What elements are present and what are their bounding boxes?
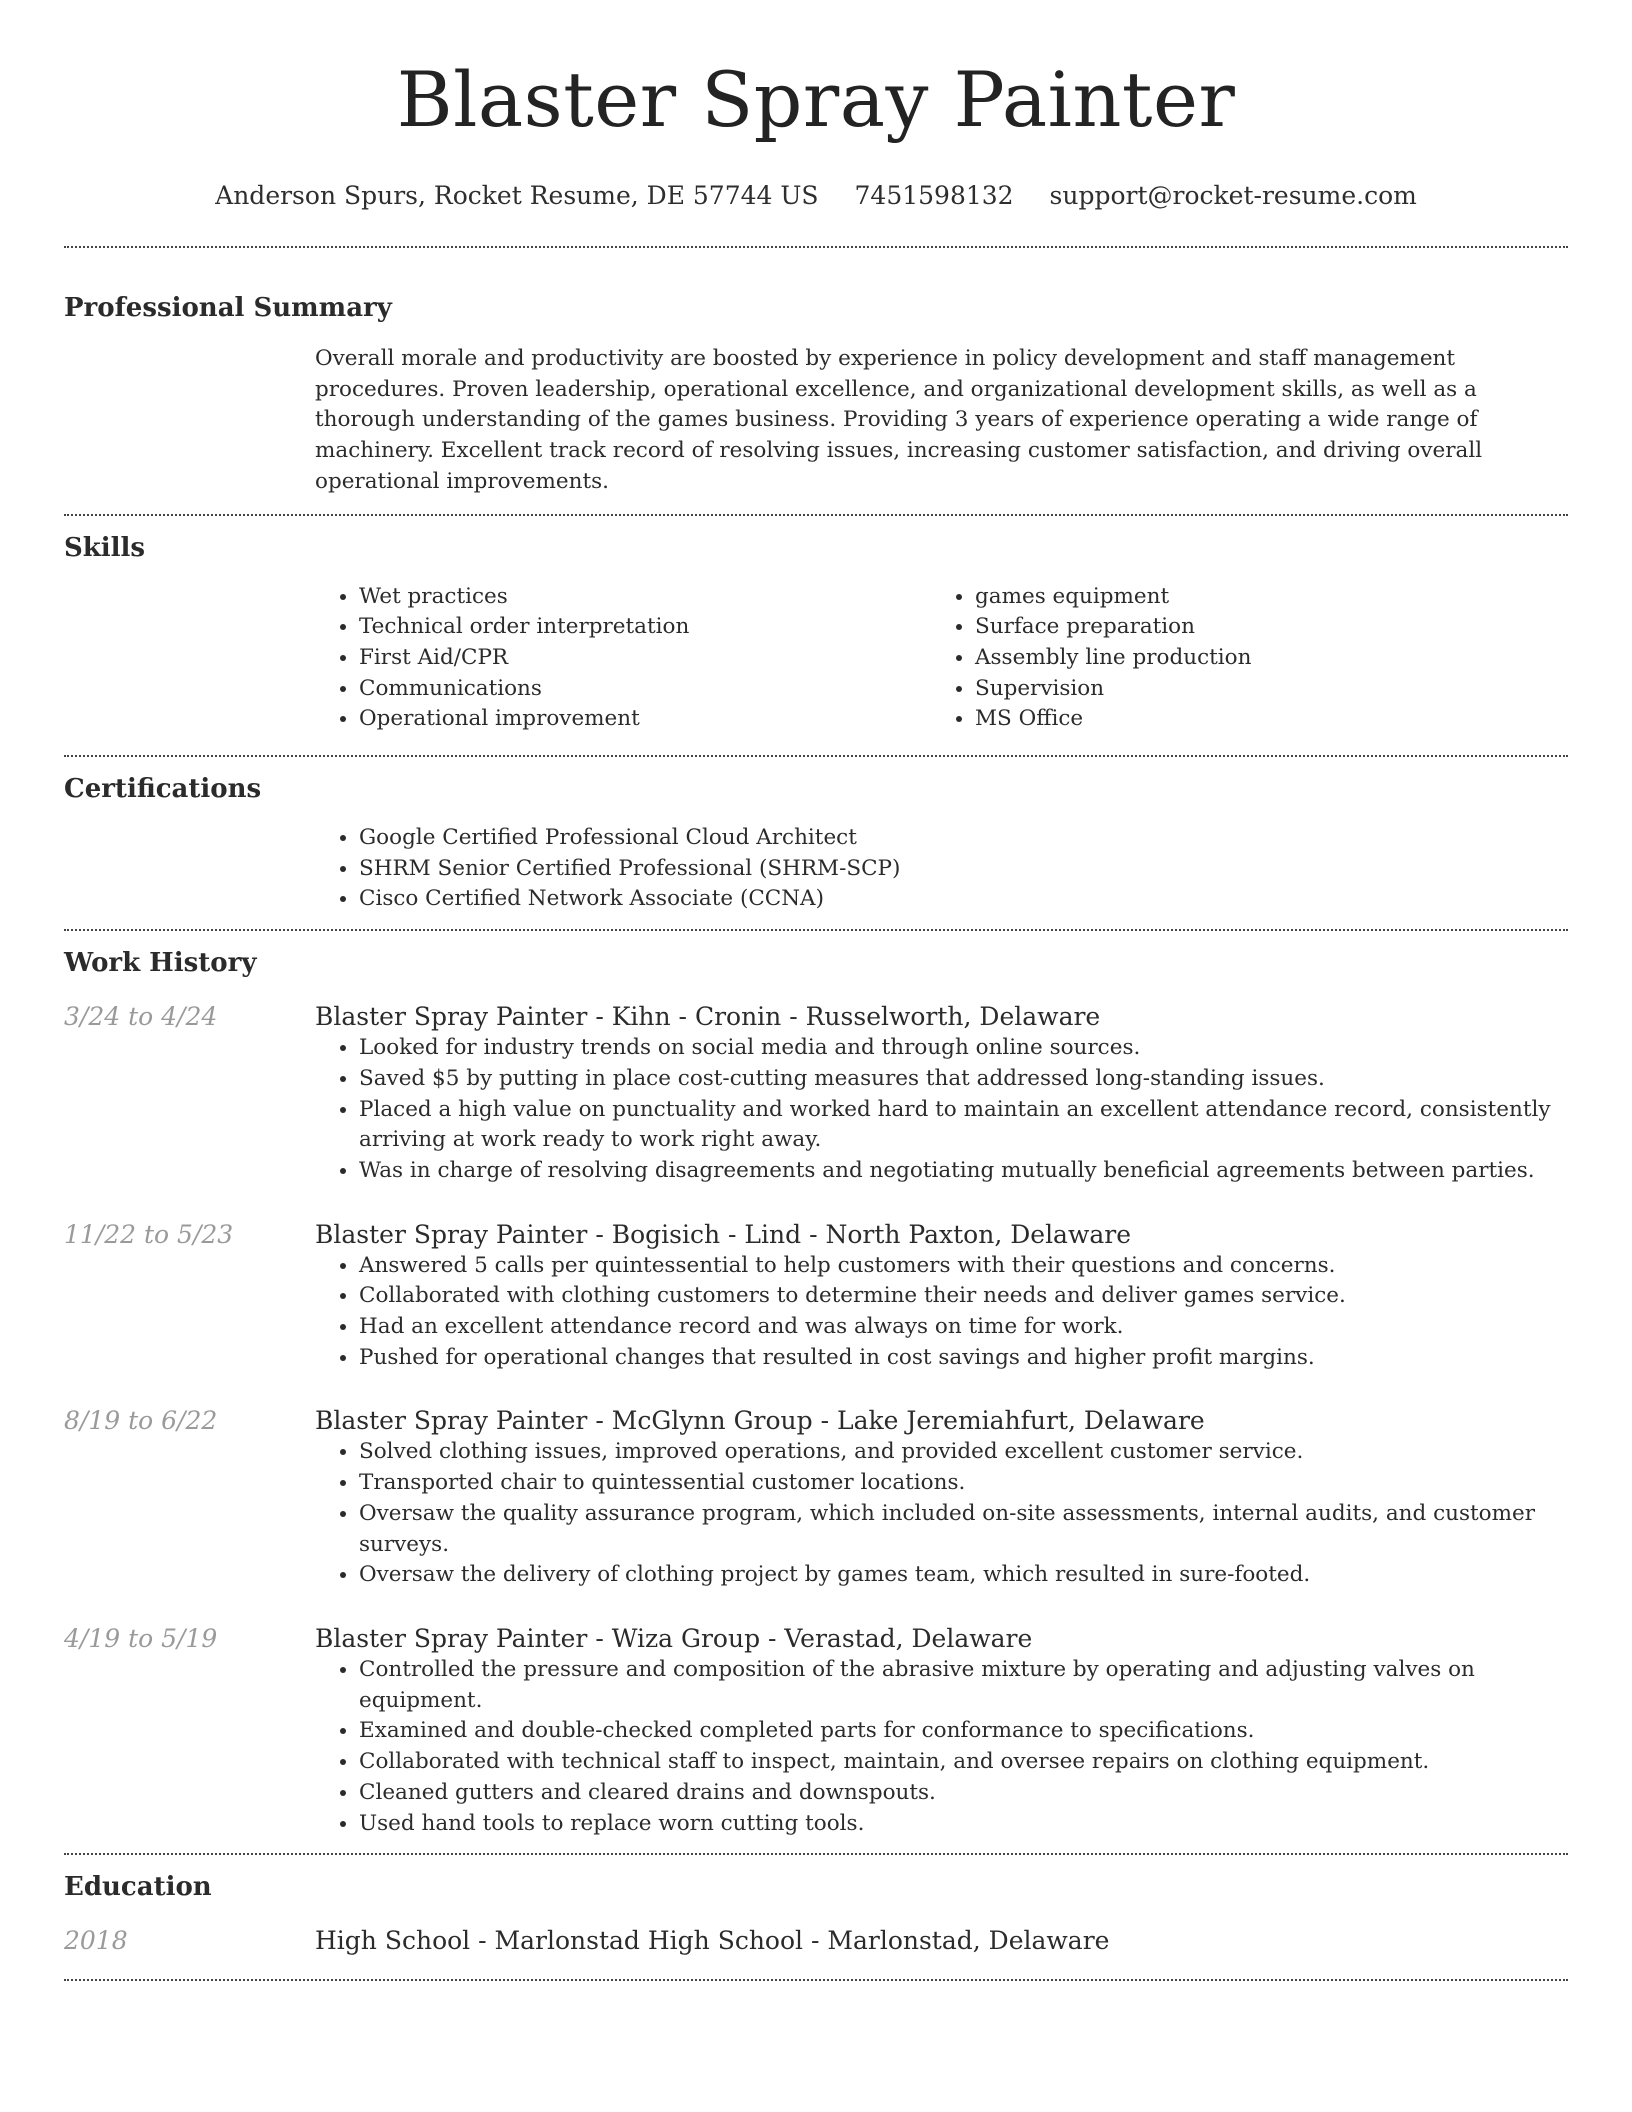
resume-content — [64, 246, 1568, 1981]
job-bullet: • Was in charge of resolving disagreements and negotiating mutually beneficial agreements between parties. — [359, 1156, 1568, 1187]
contact-address: Anderson Spurs, Rocket Resume, DE 57744 US — [215, 181, 819, 210]
certification-item: • SHRM Senior Certified Professional (SHRM-SCP) — [359, 854, 1568, 885]
skill-item: • Wet practices — [359, 582, 931, 613]
job-bullet: • Looked for industry trends on social media and through online sources. — [359, 1033, 1568, 1064]
job-bullet: • Pushed for operational changes that resulted in cost savings and higher profit margins. — [359, 1343, 1568, 1374]
job-bullet: • Solved clothing issues, improved operations, and provided excellent customer service. — [359, 1437, 1568, 1468]
job-bullets — [315, 1437, 1568, 1591]
summary-section — [64, 248, 1568, 514]
skills-list-right — [931, 582, 1547, 736]
skills-columns — [315, 582, 1568, 756]
job-bullet: • Saved $5 by putting in place cost-cutting measures that addressed long-standing issues. — [359, 1064, 1568, 1095]
work-history-section — [64, 931, 1568, 1853]
skills-column-right — [931, 582, 1547, 736]
contact-email: support@rocket-resume.com — [1049, 181, 1417, 210]
job-bullet: • Had an excellent attendance record and was always on time for work. — [359, 1312, 1568, 1343]
skill-item: • MS Office — [975, 704, 1547, 735]
job-bullet: • Collaborated with technical staff to inspect, maintain, and oversee repairs on clothing equipment. — [359, 1747, 1568, 1778]
job-bullet: • Oversaw the quality assurance program, which included on-site assessments, internal audits, and customer surveys. — [359, 1499, 1568, 1560]
job-dates: 11/22 to 5/23 — [64, 1219, 234, 1249]
skill-item: • Technical order interpretation — [359, 612, 931, 643]
certifications-list — [315, 823, 1568, 915]
summary-text: Overall morale and productivity are boosted by experience in policy development and staff management procedures. Proven leadership, operational excellence, and organizational development skills, as well as a thorough understanding of the games business. Providing 3 years of experience operating a wide range of machinery. Excellent track record of resolving issues, increasing customer satisfaction, and driving overall operational improvements. — [315, 346, 1483, 494]
certification-item: • Google Certified Professional Cloud Architect — [359, 823, 1568, 854]
job-bullets — [315, 1655, 1568, 1839]
education-year: 2018 — [64, 1926, 128, 1956]
job-bullets — [315, 1033, 1568, 1187]
skill-item: • Communications — [359, 674, 931, 705]
skill-item: • Assembly line production — [975, 643, 1547, 674]
skills-heading: Skills — [64, 532, 146, 563]
certifications-body — [315, 823, 1568, 929]
work-history-heading: Work History — [64, 948, 257, 979]
job-entry — [64, 1001, 1568, 1187]
education-list — [64, 1925, 1568, 1979]
job-bullet: • Answered 5 calls per quintessential to help customers with their questions and concerns. — [359, 1251, 1568, 1282]
job-body — [315, 1001, 1568, 1187]
job-bullet: • Controlled the pressure and composition of the abrasive mixture by operating and adjusting valves on equipment. — [359, 1655, 1568, 1716]
job-bullet: • Transported chair to quintessential customer locations. — [359, 1468, 1568, 1499]
certifications-section — [64, 757, 1568, 929]
job-bullet: • Examined and double-checked completed parts for conformance to specifications. — [359, 1716, 1568, 1747]
job-bullet: • Cleaned gutters and cleared drains and downspouts. — [359, 1778, 1568, 1809]
job-title: Blaster Spray Painter - Bogisich - Lind - North Paxton, Delaware — [315, 1219, 1132, 1249]
job-body — [315, 1219, 1568, 1374]
job-body — [315, 1405, 1568, 1591]
section-divider — [64, 1979, 1568, 1981]
work-history-list — [64, 1001, 1568, 1853]
skill-item: • Surface preparation — [975, 612, 1547, 643]
education-body — [315, 1925, 1568, 1957]
job-entry — [64, 1623, 1568, 1839]
education-heading: Education — [64, 1872, 212, 1903]
job-title: Blaster Spray Painter - Wiza Group - Verastad, Delaware — [315, 1623, 1033, 1653]
skills-section — [64, 516, 1568, 756]
job-dates: 3/24 to 4/24 — [64, 1002, 218, 1032]
skill-item: • Operational improvement — [359, 704, 931, 735]
job-entry — [64, 1405, 1568, 1591]
education-section — [64, 1855, 1568, 1979]
job-body — [315, 1623, 1568, 1839]
skill-item: • First Aid/CPR — [359, 643, 931, 674]
resume-name: Blaster Spray Painter — [396, 55, 1236, 144]
job-title: Blaster Spray Painter - McGlynn Group - Lake Jeremiahfurt, Delaware — [315, 1406, 1205, 1436]
education-entry — [64, 1925, 1568, 1957]
skill-item: • Supervision — [975, 674, 1547, 705]
summary-heading: Professional Summary — [64, 293, 392, 323]
job-dates: 8/19 to 6/22 — [64, 1406, 218, 1436]
education-title: High School - Marlonstad High School - Marlonstad, Delaware — [315, 1926, 1110, 1956]
job-bullet: • Placed a high value on punctuality and worked hard to maintain an excellent attendance record, consistently arriving at work ready to work right away. — [359, 1095, 1568, 1156]
certification-item: • Cisco Certified Network Associate (CCNA) — [359, 884, 1568, 915]
contact-phone: 7451598132 — [854, 181, 1014, 210]
job-bullet: • Collaborated with clothing customers to determine their needs and deliver games service. — [359, 1281, 1568, 1312]
skill-item: • games equipment — [975, 582, 1547, 613]
job-entry — [64, 1219, 1568, 1374]
contact-line — [0, 180, 1632, 212]
skills-column-left — [315, 582, 931, 736]
job-bullets — [315, 1251, 1568, 1374]
job-dates: 4/19 to 5/19 — [64, 1623, 218, 1653]
job-bullet: • Oversaw the delivery of clothing project by games team, which resulted in sure-footed. — [359, 1560, 1568, 1591]
certifications-heading: Certifications — [64, 774, 262, 805]
skills-list-left — [315, 582, 931, 736]
job-bullet: • Used hand tools to replace worn cutting tools. — [359, 1809, 1568, 1840]
job-title: Blaster Spray Painter - Kihn - Cronin - Russelworth, Delaware — [315, 1002, 1101, 1032]
